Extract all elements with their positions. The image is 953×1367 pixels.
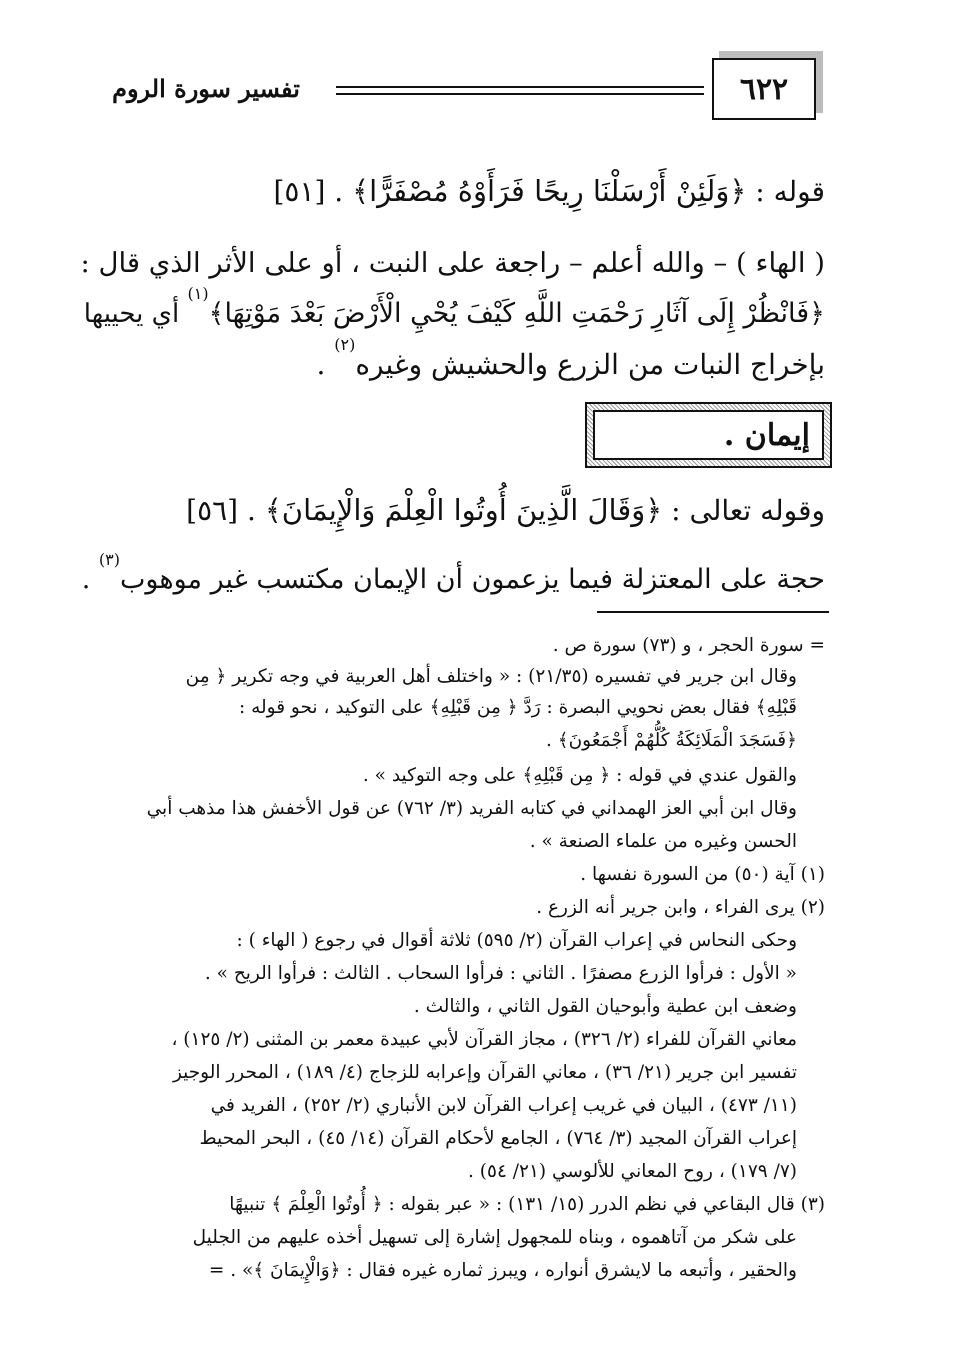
surah-title: تفسير سورة الروم [112,74,300,103]
footnote-line: تفسير ابن جرير (٢١/ ٣٦) ، معاني القرآن وإعرابه للزجاج (٤/ ١٨٩) ، المحرر الوجيز [172,1062,797,1083]
footnote-line: معاني القرآن للفراء (٢/ ٣٢٦) ، مجاز القرآن لأبي عبيدة معمر بن المثنى (٢/ ١٢٥) ، [171,1029,797,1050]
verse-intro: قوله : [755,175,825,208]
footnote-line: وحكى النحاس في إعراب القرآن (٢/ ٥٩٥) ثلاثة أقوال في رجوع ( الهاء ) : [236,930,797,951]
quran-verse: ﴿فَانْظُرْ إِلَى آثَارِ رَحْمَتِ اللَّهِ كَيْفَ يُحْيِ الْأَرْضَ بَعْدَ مَوْتِهَا﴾ [208,298,825,329]
footnote-marker: (٢) [334,335,356,354]
body-line-4 [316,335,825,385]
section-heading-box [585,402,832,468]
footnote-line: والقول عندي في قوله : ﴿ مِن قَبْلِهِ﴾ على وجه التوكيد » . [362,765,797,786]
footnote-line: ﴿فَسَجَدَ الْمَلَائِكَةُ كُلُّهُمْ أَجْمَعُونَ﴾ . [546,730,797,751]
body-text: حجة على المعتزلة فيما يزعمون أن الإيمان مكتسب غير موهوب [119,564,825,595]
footnote-line: والحقير ، وأتبعه ما لايشرق أنواره ، ويبرز ثماره غيره فقال : ﴿وَالْإِيمَانَ ﴾» . = [208,1260,797,1281]
verse-reference: . [٥٦] [186,494,256,527]
page-number: ٦٢٢ [739,71,789,107]
footnote-separator [597,611,829,613]
body-line-3 [83,284,825,334]
footnote-2: (٢) يرى الفراء ، وابن جرير أنه الزرع . [536,897,825,918]
body-line-1 [273,171,825,212]
quran-verse: ﴿وَقَالَ الَّذِينَ أُوتُوا الْعِلْمَ وَالْإِيمَانَ﴾ [264,493,663,527]
footnote-line: « الأول : فرأوا الزرع مصفرًا . الثاني : فرأوا السحاب . الثالث : فرأوا الريح » . [204,963,797,984]
body-line-5 [186,490,825,531]
footnote-line: على شكر من آتاهموه ، وبناه للمجهول إشارة إلى تسهيل أخذه عليهم من الجليل [192,1227,797,1248]
footnote-line: وضعف ابن عطية وأبوحيان القول الثاني ، والثالث . [413,996,797,1017]
footnote-line: (٧/ ١٧٩) ، روح المعاني للألوسي (٢١/ ٥٤) . [468,1161,797,1182]
verse-intro: وقوله تعالى : [671,494,825,527]
header-rule [336,86,704,95]
footnote-line: إعراب القرآن المجيد (٣/ ٧٦٤) ، الجامع لأحكام القرآن (١٤/ ٤٥) ، البحر المحيط [199,1128,797,1149]
footnote-marker: (١) [187,284,209,303]
body-text-end: . [81,564,91,595]
footnote-line: وقال ابن جرير في تفسيره (٢١/٣٥) : « واختلف أهل العربية في وجه تكرير ﴿ مِن [185,666,797,687]
footnote-line: الحسن وغيره من علماء الصنعة » . [529,831,797,852]
footnote-3: (٣) قال البقاعي في نظم الدرر (١٥/ ١٣١) : « عبر بقوله : ﴿ أُوتُوا الْعِلْمَ ﴾ تنبيهًا [229,1194,825,1215]
footnote-line: (١١/ ٤٧٣) ، البيان في غريب إعراب القرآن لابن الأنباري (٢/ ٢٥٢) ، الفريد في [210,1095,797,1116]
footnote-marker: (٣) [98,550,120,569]
body-text: أي يحييها [83,299,180,329]
body-line-6 [81,550,825,600]
body-text: بإخراج النبات من الزرع والحشيش وغيره [355,348,825,381]
quran-verse: ﴿وَلَئِنْ أَرْسَلْنَا رِيحًا فَرَأَوْهُ مُصْفَرًّا﴾ [352,174,747,208]
page-number-box [712,58,816,120]
verse-reference: . [٥١] [273,175,344,208]
footnote-line: وقال ابن أبي العز الهمداني في كتابه الفريد (٣/ ٧٦٢) عن قول الأخفش هذا مذهب أبي [146,798,797,819]
footnote-1: (١) آية (٥٠) من السورة نفسها . [580,864,825,885]
footnote-line: قَبْلِهِ﴾ فقال بعض نحويي البصرة : رَدَّ ﴿ مِن قَبْلِهِ﴾ على التوكيد ، نحو قوله : [238,697,797,718]
section-heading: إيمان . [593,410,824,460]
footnote-line: = سورة الحجر ، و (٧٣) سورة ص . [552,635,825,656]
body-text-end: . [316,348,326,381]
body-line-2: ( الهاء ) – والله أعلم – راجعة على النبت ، أو على الأثر الذي قال : [80,247,825,279]
